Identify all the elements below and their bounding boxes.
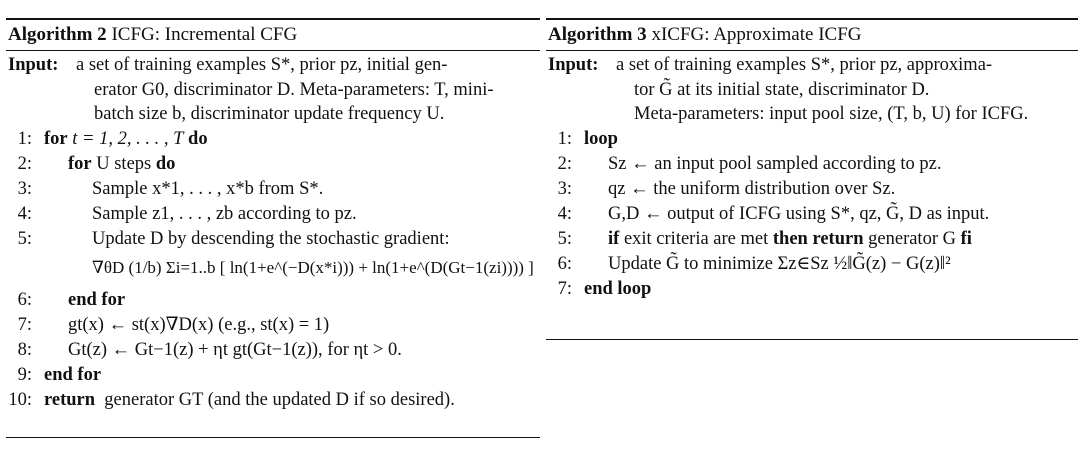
algorithm-2-caption: [6, 20, 540, 50]
algorithm-line: [6, 288, 540, 313]
algorithm-line: [6, 313, 540, 338]
line-text: Sample z1, . . . , zb according to pz.: [92, 203, 357, 224]
keyword: do: [188, 128, 208, 149]
line-text: Sample x*1, . . . , x*b from S*.: [92, 178, 324, 199]
algorithm-line: [6, 202, 540, 227]
algorithm-line: [546, 252, 1078, 277]
keyword: if: [608, 228, 620, 249]
input-line: tor G̃ at its initial state, discriminator D.: [634, 79, 930, 100]
line-text: t = 1, 2, . . . , T: [72, 128, 184, 149]
line-number: 5:: [557, 228, 572, 249]
algorithm-line: [546, 202, 1078, 227]
line-number: 7:: [17, 314, 32, 335]
line-text: exit criteria are met: [623, 228, 769, 249]
keyword: end loop: [584, 278, 652, 299]
line-text: Sz ← an input pool sampled according to pz.: [608, 153, 942, 174]
algorithm-3-number: Algorithm 3: [548, 24, 647, 45]
line-text: G,D ← output of ICFG using S*, qz, G̃, D as input.: [608, 203, 990, 224]
algorithm-3-block: [546, 18, 1078, 302]
algorithm-line: [6, 177, 540, 202]
algorithm-line: [6, 152, 540, 177]
line-number: 6:: [557, 253, 572, 274]
algorithm-line: [6, 127, 540, 152]
caption-rule: [6, 50, 540, 51]
keyword: then return: [772, 228, 864, 249]
gradient-formula: ∇θD (1/b) Σi=1..b [ ln(1+e^(−D(x*i))) + ln(1+e^(D(Gt−1(zi)))) ]: [92, 257, 534, 277]
keyword: end for: [44, 364, 102, 385]
keyword: for: [68, 153, 92, 174]
algorithm-3-input: [546, 53, 1078, 127]
algorithm-line: [6, 227, 540, 252]
line-text: generator G: [868, 228, 956, 249]
input-label: Input:: [8, 55, 59, 75]
algorithm-3-caption: [546, 20, 1078, 50]
algorithm-2-block: [6, 18, 540, 413]
input-line: erator G0, discriminator D. Meta-parameters: T, mini-: [94, 79, 494, 100]
keyword: do: [155, 153, 176, 174]
input-line: a set of training examples S*, prior pz, initial gen-: [76, 55, 448, 75]
algorithm-line: [6, 388, 540, 413]
algorithm-line: [546, 177, 1078, 202]
line-text: gt(x) ← st(x)∇D(x) (e.g., st(x) = 1): [68, 314, 330, 335]
input-line: Meta-parameters: input pool size, (T, b, U) for ICFG.: [634, 104, 1029, 125]
line-number: 2:: [17, 153, 32, 174]
keyword: loop: [584, 128, 618, 149]
line-number: 9:: [17, 364, 32, 385]
algorithm-line: [546, 152, 1078, 177]
algorithm-line: [546, 127, 1078, 152]
line-text: Gt(z) ← Gt−1(z) + ηt gt(Gt−1(z)), for ηt > 0.: [68, 339, 402, 360]
line-number: 7:: [557, 278, 572, 299]
input-label: Input:: [548, 55, 599, 75]
line-number: 10:: [8, 389, 32, 410]
bottom-rule: [546, 339, 1078, 340]
line-text: Update G̃ to minimize Σz∈Sz ½‖G̃(z) − G(z)‖²: [608, 253, 951, 274]
input-line: batch size b, discriminator update frequency U.: [94, 104, 445, 125]
algorithm-line: [546, 227, 1078, 252]
line-number: 4:: [17, 203, 32, 224]
algorithm-3-title: xICFG: Approximate ICFG: [651, 24, 862, 45]
keyword: fi: [960, 228, 972, 249]
algorithm-line: [6, 363, 540, 388]
keyword: end for: [68, 289, 126, 310]
line-text: Update D by descending the stochastic gradient:: [92, 228, 450, 249]
algorithm-line: [6, 338, 540, 363]
input-line: a set of training examples S*, prior pz, approxima-: [616, 55, 993, 75]
line-number: 2:: [557, 153, 572, 174]
algorithm-line: [546, 277, 1078, 302]
line-number: 5:: [17, 228, 32, 249]
line-text: qz ← the uniform distribution over Sz.: [608, 178, 896, 199]
caption-rule: [546, 50, 1078, 51]
algorithm-2-number: Algorithm 2: [8, 24, 107, 45]
algorithm-line: [6, 252, 540, 288]
line-number: 3:: [17, 178, 32, 199]
line-text: generator GT (and the updated D if so desired).: [104, 389, 455, 410]
line-number: 4:: [557, 203, 572, 224]
keyword: return: [44, 389, 96, 410]
line-number: 8:: [17, 339, 32, 360]
line-number: 1:: [557, 128, 572, 149]
line-number: 1:: [17, 128, 32, 149]
algorithm-2-title: ICFG: Incremental CFG: [111, 24, 298, 45]
keyword: for: [44, 128, 68, 149]
bottom-rule: [6, 437, 540, 438]
algorithm-2-input: [6, 53, 540, 127]
line-text: U steps: [96, 153, 152, 174]
line-number: 3:: [557, 178, 572, 199]
line-number: 6:: [17, 289, 32, 310]
